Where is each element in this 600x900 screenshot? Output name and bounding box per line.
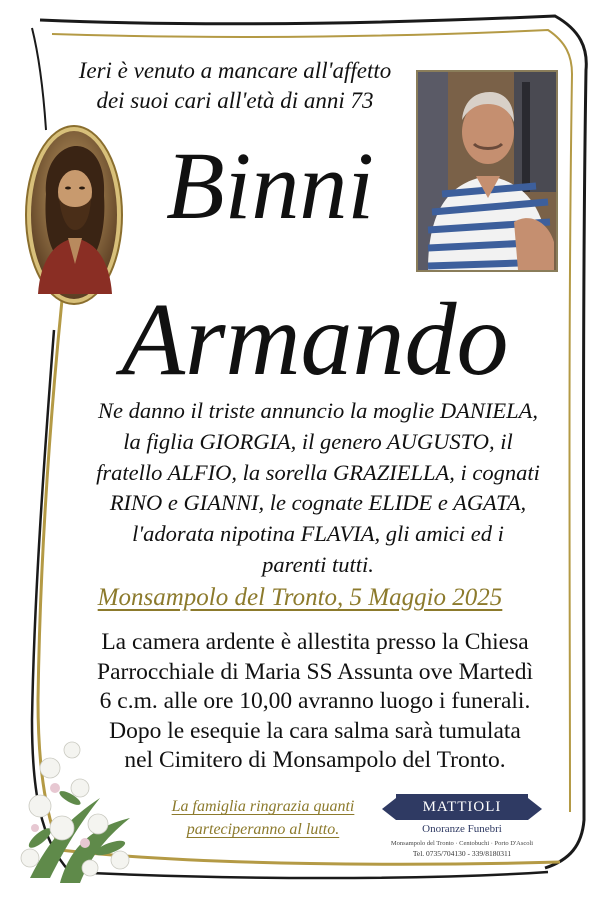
thanks-line-1: La famiglia ringrazia quanti	[171, 798, 355, 815]
family-thanks	[148, 795, 378, 841]
thanks-line-2: parteciperanno al lutto.	[186, 821, 340, 838]
announcement-line: fratello ALFIO, la sorella GRAZIELLA, i cognati	[96, 459, 540, 485]
funeral-info-line: Parrocchiale di Maria SS Assunta ove Martedì	[97, 658, 533, 685]
intro-line-1: Ieri è venuto a mancare all'affetto	[78, 58, 392, 83]
intro-line-2: dei suoi cari all'età di anni 73	[96, 88, 374, 113]
announcement-line: Ne danno il triste annuncio la moglie DANIELA,	[98, 398, 538, 423]
deceased-last-name: Armando	[121, 282, 509, 397]
announcement-line: parenti tutti.	[262, 551, 374, 577]
funeral-info-line: nel Cimitero di Monsampolo del Tronto.	[124, 747, 506, 774]
agency-subtitle: Onoranze Funebri	[422, 823, 502, 835]
funeral-info-line: La camera ardente è allestita presso la Chiesa	[101, 629, 529, 655]
flower-bouquet-icon	[10, 728, 160, 888]
place-date: Monsampolo del Tronto, 5 Maggio 2025	[97, 584, 503, 611]
agency-towns: Monsampolo del Tronto · Centobuchi · Porto D'Ascoli	[390, 840, 534, 847]
funeral-agency	[372, 794, 552, 858]
deceased-first-name: Binni	[166, 132, 374, 239]
announcement-line: la figlia GIORGIA, il genero AUGUSTO, il	[123, 428, 513, 454]
announcement-line: l'adorata nipotina FLAVIA, gli amici ed i	[132, 521, 504, 547]
announcement-line: RINO e GIANNI, le cognate ELIDE e AGATA,	[109, 490, 527, 516]
funeral-info-line: Dopo le esequie la cara salma sarà tumulata	[109, 717, 521, 744]
agency-phone: Tel. 0735/704130 - 339/8180311	[412, 849, 512, 858]
intro-text	[60, 56, 410, 116]
agency-name: MATTIOLI	[396, 794, 528, 820]
funeral-info-line: 6 c.m. alle ore 10,00 avranno luogo i funerali.	[99, 688, 531, 715]
announcement-text	[58, 396, 578, 581]
